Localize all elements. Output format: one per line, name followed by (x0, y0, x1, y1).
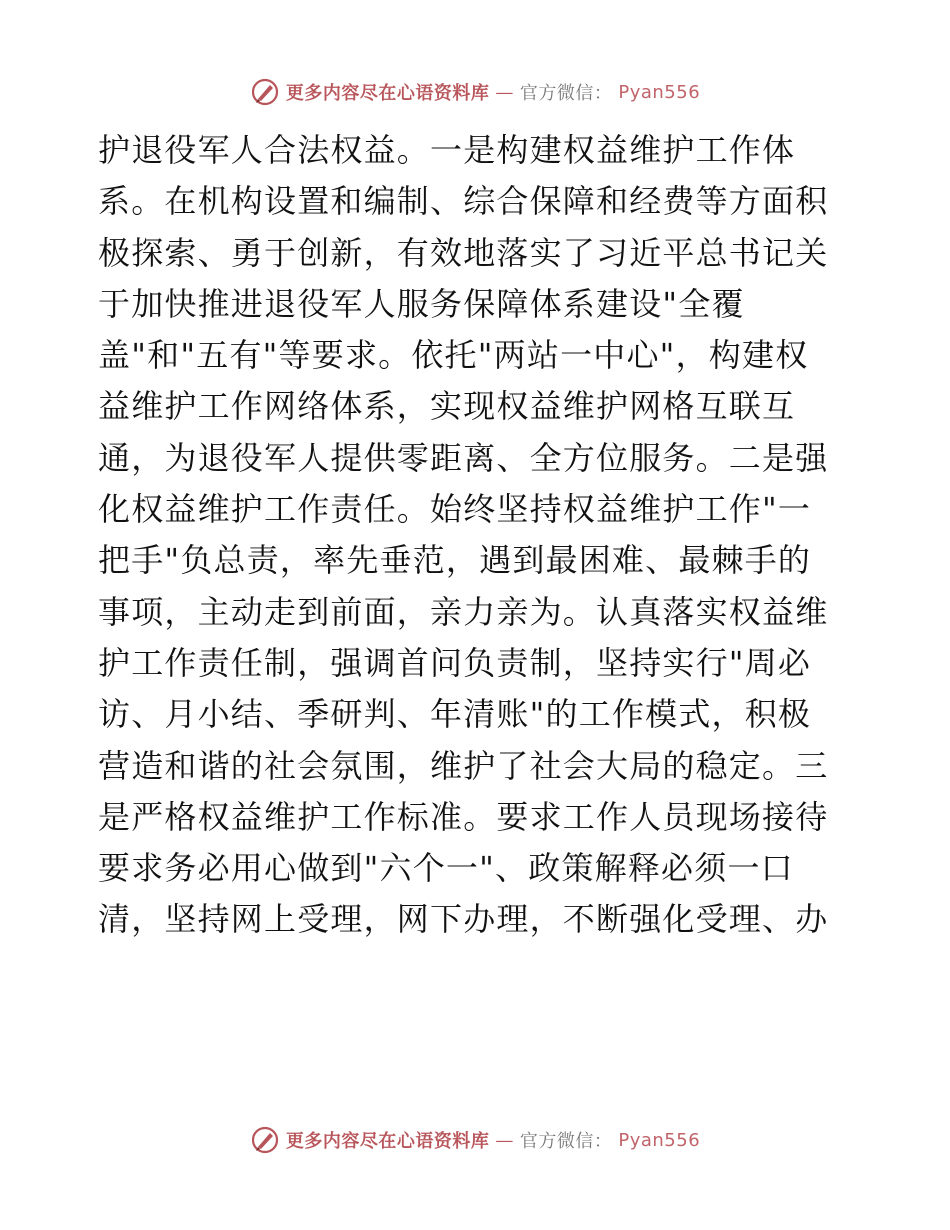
pen-logo-icon (250, 1125, 280, 1155)
body-text-line: 营造和谐的社会氛围，维护了社会大局的稳定。三 (98, 746, 829, 785)
body-text-line: 通，为退役军人提供零距离、全方位服务。二是强 (98, 438, 829, 477)
body-text-line: 化权益维护工作责任。始终坚持权益维护工作"一 (98, 490, 812, 529)
header-brand-text: 更多内容尽在心语资料库 (285, 83, 490, 104)
body-text-line: 系。在机构设置和编制、综合保障和经费等方面积 (98, 182, 829, 221)
body-text-line: 把手"负总责，率先垂范，遇到最困难、最棘手的 (98, 541, 812, 580)
pen-logo-icon (250, 77, 280, 107)
footer-wechat-id: Pyan556 (618, 1129, 701, 1151)
footer-separator: — (495, 1129, 514, 1151)
footer-wechat-label: 官方微信： (519, 1131, 613, 1152)
body-text-line: 极探索、勇于创新，有效地落实了习近平总书记关 (98, 233, 829, 272)
body-text-line: 盖"和"五有"等要求。依托"两站一中心"，构建权 (98, 336, 809, 375)
body-text-line: 访、月小结、季研判、年清账"的工作模式，积极 (98, 695, 812, 734)
footer-brand-text: 更多内容尽在心语资料库 (285, 1131, 490, 1152)
body-text-line: 事项，主动走到前面，亲力亲为。认真落实权益维 (98, 592, 829, 631)
body-text-line: 护退役军人合法权益。一是构建权益维护工作体 (98, 131, 796, 169)
header-wechat-id: Pyan556 (618, 81, 701, 103)
footer-banner (0, 1120, 950, 1160)
body-text-line: 要求务必用心做到"六个一"、政策解释必须一口 (98, 849, 794, 888)
document-body (98, 125, 858, 946)
header-banner (0, 72, 950, 112)
body-text-line: 益维护工作网络体系，实现权益维护网格互联互 (98, 387, 796, 426)
header-separator: — (495, 81, 514, 103)
body-text-line: 是严格权益维护工作标准。要求工作人员现场接待 (98, 797, 829, 836)
header-wechat-label: 官方微信： (519, 83, 613, 104)
body-text-line: 清，坚持网上受理，网下办理，不断强化受理、办 (98, 900, 829, 939)
body-text-line: 于加快推进退役军人服务保障体系建设"全覆 (98, 284, 745, 323)
body-text-line: 护工作责任制，强调首问负责制，坚持实行"周必 (98, 643, 812, 682)
